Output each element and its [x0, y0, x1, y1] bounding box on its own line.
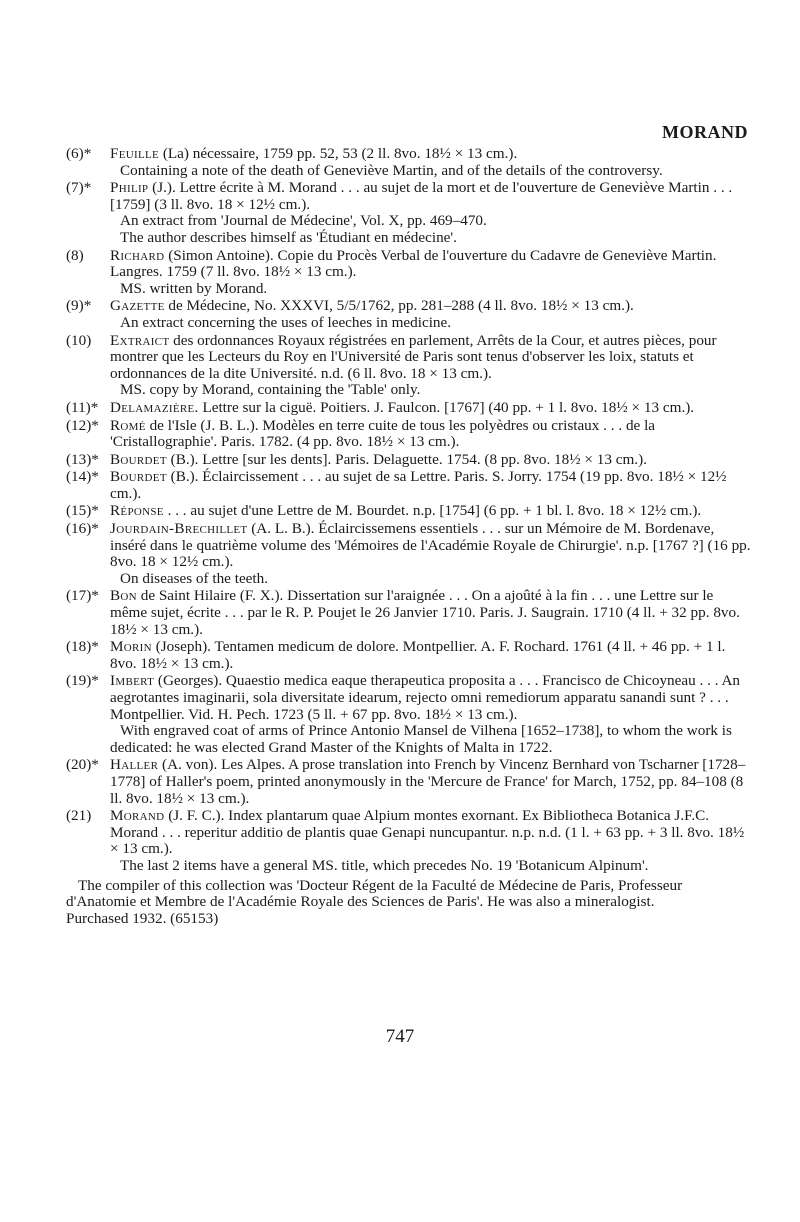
entry-description: de l'Isle (J. B. L.). Modèles en terre cuite de tous les polyèdres ou cristaux . . . de la 'Cristallographie'. Paris. 1782. (4 pp. 8vo. 18½ × 13 cm.). [110, 416, 656, 451]
entry-description: (Simon Antoine). Copie du Procès Verbal de l'ouverture du Cadavre de Geneviève Martin. Langres. 1759 (7 ll. 8vo. 18½ × 13 cm.). [110, 246, 717, 281]
entry-text [110, 180, 752, 213]
entry-description: (A. von). Les Alpes. A prose translation into French by Vincenz Bernhard von Tscharner [1728–1778] of Haller's poem, printed anonymously in the 'Mercure de France' for March, 1752, pp. 84–108 (8 ll. 8vo. 18½ × 13 cm.). [110, 756, 746, 807]
catalogue-entry [66, 639, 752, 672]
entry-number: (18)* [66, 638, 99, 656]
entry-text [110, 298, 752, 315]
running-head: MORAND [662, 122, 748, 142]
entry-note: On diseases of the teeth. [120, 569, 269, 587]
entry-heading: Gazette [110, 297, 165, 315]
entry-text [110, 757, 752, 807]
entry-number: (16)* [66, 520, 99, 538]
entry-note: The author describes himself as 'Étudiant en médecine'. [120, 228, 457, 246]
entry-text [110, 333, 752, 383]
entry-description: (A. L. B.). Éclaircissemens essentiels . . . sur un Mémoire de M. Bordenave, inséré dans le quatrième volume des 'Mémoires de l'Académie Royale de Chirurgie'. n.p. [1767 ?] (16 pp. 8vo. 18 × 12½ cm.). [110, 520, 751, 571]
entry-description: des ordonnances Royaux régistrées en parlement, Arrêts de la Cour, et autres pièces, pour montrer que les Lecteurs du Roy en l'Université de Paris sont tenus d'observer les loix, statuts et ordonnances de la dite Université. n.d. (6 ll. 8vo. 18 × 13 cm.). [110, 331, 717, 382]
entry-description: Lettre sur la ciguë. Poitiers. J. Faulcon. [1767] (40 pp. + 1 l. 8vo. 18½ × 13 cm.). [202, 398, 695, 416]
entry-description: . . . au sujet d'une Lettre de M. Bourdet. n.p. [1754] (6 pp. + 1 bl. l. 8vo. 18 × 12½ cm.). [167, 502, 702, 520]
entry-heading: Bourdet [110, 450, 167, 468]
entry-description: de Saint Hilaire (F. X.). Dissertation sur l'araignée . . . On a ajoûté à la fin . . . une Lettre sur le même sujet, écrite . . . par le R. P. Poujet le 26 Janvier 1710. Paris. J. Saugrain. 1710 (4 ll. + 32 pp. 8vo. 18½ × 13 cm.). [110, 587, 740, 638]
entry-heading: Extraict [110, 331, 170, 349]
entry-number: (20)* [66, 756, 99, 774]
catalogue-entry [66, 673, 752, 756]
entry-text [110, 452, 752, 469]
entry-heading: Feuille [110, 145, 160, 162]
entry-heading: Morand [110, 807, 165, 825]
entry-number: (10) [66, 331, 92, 349]
page-number: 747 [385, 1026, 415, 1047]
entry-number: (9)* [66, 297, 92, 315]
entry-text [110, 469, 752, 502]
entry-number: (7)* [66, 179, 92, 197]
entry-heading: Morin [110, 638, 152, 656]
catalogue-entry [66, 418, 752, 451]
entry-description: (B.). Lettre [sur les dents]. Paris. Delaguette. 1754. (8 pp. 8vo. 18½ × 13 cm.). [170, 450, 647, 468]
entry-text [110, 146, 752, 163]
catalogue-entry [66, 757, 752, 807]
catalogue-entry [66, 521, 752, 587]
purchase-note: Purchased 1932. (65153) [66, 909, 219, 927]
entry-text [110, 248, 752, 281]
entry-note: Containing a note of the death of Geneviève Martin, and of the details of the controversy. [120, 161, 663, 179]
entry-number: (17)* [66, 587, 99, 605]
catalogue-entry [66, 146, 752, 179]
entry-note: MS. written by Morand. [120, 279, 268, 297]
entry-description: (J.). Lettre écrite à M. Morand . . . au sujet de la mort et de l'ouverture de Geneviève Martin . . . [1759] (3 ll. 8vo. 18 × 12½ cm.). [110, 179, 733, 213]
entry-number: (14)* [66, 468, 99, 486]
entry-heading: Bon [110, 587, 137, 605]
catalogue-entry [66, 248, 752, 298]
entry-text [110, 400, 752, 417]
entry-description: (J. F. C.). Index plantarum quae Alpium montes exornant. Ex Bibliotheca Botanica J.F.C. Morand . . . reperitur additio de plantis quae Genapi nuncupantur. n.p. n.d. (1 l. + 63 pp. + 3 ll. 8vo. 18½ × 13 cm.). [110, 807, 745, 858]
entry-text [110, 503, 752, 520]
entry-heading: Bourdet [110, 468, 167, 486]
entry-number: (11)* [66, 398, 99, 416]
entry-text [110, 521, 752, 571]
catalogue-entry [66, 588, 752, 638]
entry-number: (12)* [66, 416, 99, 434]
entry-note: An extract from 'Journal de Médecine', Vol. X, pp. 469–470. [120, 212, 487, 230]
entry-description: (B.). Éclaircissement . . . au sujet de sa Lettre. Paris. S. Jorry. 1754 (19 pp. 8vo. 18½ × 12½ cm.). [110, 468, 727, 502]
catalogue-entry [66, 503, 752, 520]
catalogue-entry [66, 808, 752, 874]
entry-heading: Imbert [110, 672, 155, 690]
entry-text [110, 639, 752, 672]
entry-number: (6)* [66, 145, 92, 162]
entry-heading: Delamazière. [110, 398, 199, 416]
entry-number: (15)* [66, 502, 99, 520]
entry-heading: Haller [110, 756, 159, 774]
entry-note: An extract concerning the uses of leeches in medicine. [120, 313, 452, 331]
catalogue-entry [66, 180, 752, 246]
entry-number: (19)* [66, 672, 99, 690]
entry-heading: Richard [110, 246, 165, 264]
entry-number: (8) [66, 246, 84, 264]
entry-heading: Philip [110, 179, 149, 197]
entry-text [110, 418, 752, 451]
entry-heading: Réponse [110, 502, 164, 520]
entry-text [110, 673, 752, 723]
catalogue-entry [66, 469, 752, 502]
entry-note: With engraved coat of arms of Prince Antonio Mansel de Vilhena [1652–1738], to whom the work is dedicated: he was elected Grand Master of the Knights of Malta in 1722. [110, 722, 732, 756]
entry-text [110, 808, 752, 858]
entry-description: de Médecine, No. XXXVI, 5/5/1762, pp. 281–288 (4 ll. 8vo. 18½ × 13 cm.). [168, 297, 634, 315]
entry-number: (13)* [66, 450, 99, 468]
entry-description: (Georges). Quaestio medica eaque therapeutica proposita a . . . Francisco de Chicoyneau . . . An aegrotantes imaginarii, sola diversitate idearum, rejecto omni remediorum apparatu sanandi sunt ? . . . Montpellier. Vid. H. Pech. 1723 (5 ll. + 67 pp. 8vo. 18½ × 13 cm.). [110, 672, 741, 723]
entry-description: (Joseph). Tentamen medicum de dolore. Montpellier. A. F. Rochard. 1761 (4 ll. + 46 pp. + 1 l. 8vo. 18½ × 13 cm.). [110, 638, 726, 672]
catalogue-entry [66, 452, 752, 469]
entry-list [66, 146, 752, 927]
entry-description: (La) nécessaire, 1759 pp. 52, 53 (2 ll. 8vo. 18½ × 13 cm.). [162, 145, 518, 162]
catalogue-entry [66, 333, 752, 399]
entry-heading: Jourdain-Brechillet [110, 520, 248, 538]
entry-note: MS. copy by Morand, containing the 'Table' only. [120, 381, 421, 399]
closing-section [66, 878, 752, 928]
entry-text [110, 588, 752, 638]
entry-note: The last 2 items have a general MS. title, which precedes No. 19 'Botanicum Alpinum'. [120, 856, 649, 874]
catalogue-entry [66, 298, 752, 331]
catalogue-entry [66, 400, 752, 417]
compiler-note: The compiler of this collection was 'Docteur Régent de la Faculté de Médecine de Paris, Professeur d'Anatomie et Membre de l'Académie Royale des Sciences de Paris'. He was also a mineralogist. [66, 876, 683, 911]
entry-heading: Romé [110, 416, 146, 434]
entry-number: (21) [66, 807, 92, 825]
